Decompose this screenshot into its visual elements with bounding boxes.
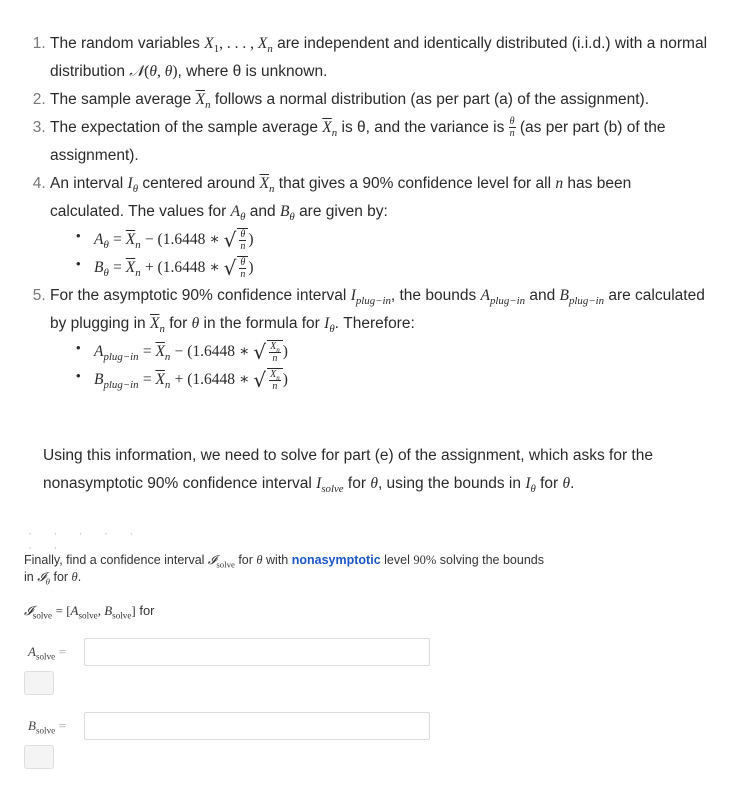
math-theta: θ: [191, 315, 200, 333]
formula-b-plugin: • $B_{plug-in} = \overline{X}_n + (1.6448$ ∗ √ $\frac{X_n}{n}$ ): [76, 366, 708, 394]
math-a-theta: $A_\theta$: [230, 203, 246, 224]
summary-text-c: , using the bounds in: [377, 475, 521, 492]
math-i-theta: $I_\theta$: [525, 475, 536, 496]
formula-b-theta: • $B_\theta = \overline{X}_n + (1.6448$ ∗ √ $\frac{\theta}{n}$ ): [76, 254, 708, 282]
math-xbar-n: $\overline{X}_n$: [322, 119, 338, 140]
step-4-text-e: and: [249, 203, 276, 220]
math-i-theta: $I_\theta$: [324, 315, 335, 336]
math-i-theta: 𝓘$_\theta$: [37, 570, 50, 587]
step-3-text-a: The expectation of the sample average: [50, 119, 318, 136]
step-2-text-a: The sample average: [50, 91, 192, 108]
math-n: n: [555, 175, 564, 192]
summary-text-b: for: [347, 475, 366, 492]
step-4-text-b: centered around: [142, 175, 256, 192]
math-x1-xn: $X_1$, . . . , $X_n$: [204, 35, 273, 56]
problem-text-f: for: [53, 570, 69, 584]
math-b-theta: $B_\theta$: [279, 203, 295, 224]
step-5-text-d: are calculated by plugging in: [50, 287, 705, 333]
step-2-text-b: follows a normal distribution (as per part (a) of the assignment).: [214, 91, 650, 108]
b-solve-preview-button[interactable]: [24, 745, 54, 769]
z-value: 1.6448: [192, 371, 236, 389]
step-3-text-b: is θ, and the variance is: [341, 119, 505, 136]
z-value: 1.6448: [192, 343, 236, 361]
math-i-theta: $I_\theta$: [127, 175, 139, 196]
formula-a-plugin: • $A_{plug-in} = \overline{X}_n - (1.6448$ ∗ √ $\frac{X_n}{n}$ ): [76, 338, 708, 366]
b-solve-row: [24, 712, 444, 742]
interval-for-text: for: [139, 603, 155, 618]
step-5-formulas: [50, 338, 708, 394]
math-a-plugin: $A_{plug-in}$: [480, 287, 526, 308]
a-solve-input[interactable]: [84, 638, 430, 666]
step-5-text-f: in the formula for: [203, 315, 320, 333]
cropped-text-line: · · · · · · ·: [28, 526, 143, 554]
z-value: 1.6448: [162, 259, 206, 277]
step-5-text-g: . Therefore:: [334, 315, 415, 333]
math-i-solve: 𝓘$_{solve}$: [207, 553, 235, 570]
math-i-solve: $I_{solve}$: [316, 475, 344, 496]
problem-text-b: for: [238, 553, 253, 567]
math-theta: θ: [562, 475, 571, 492]
b-solve-input[interactable]: [84, 712, 430, 740]
step-5-text-e: for: [169, 315, 188, 333]
a-solve-row: [24, 638, 444, 668]
formula-a-theta: • $A_\theta = \overline{X}_n - (1.6448$ ∗ √ $\frac{\theta}{n}$ ): [76, 226, 708, 254]
step-1-text-a: The random variables: [50, 35, 200, 52]
step-4-text-d: has been calculated. The values for: [50, 175, 632, 220]
step-4-text-c: that gives a 90% confidence level for all: [278, 175, 552, 192]
math-xbar-n: $\overline{X}_n$: [195, 91, 211, 112]
step-1-text-b: are independent and identically distributed (i.i.d.) with a normal distribution: [50, 35, 708, 80]
math-i-plugin: $I_{plug-in}$: [350, 287, 391, 308]
math-theta-over-n: $\frac{\theta}{n}$: [509, 116, 515, 140]
step-1-text-c: , where θ is unknown.: [177, 63, 328, 80]
problem-text-c: with: [266, 553, 289, 567]
step-5-text-a: For the asymptotic 90% confidence interval: [50, 287, 347, 305]
math-xbar-n: $\overline{X}_n$: [259, 175, 275, 196]
step-3: [50, 114, 708, 170]
summary-text-e: .: [570, 475, 575, 492]
steps-list: [28, 30, 708, 394]
level-value: 90%: [413, 553, 437, 567]
b-solve-label: $B_{solve}$ =: [28, 718, 67, 736]
math-theta: θ: [370, 475, 378, 492]
summary-text-d: for: [540, 475, 559, 492]
problem-text-g: .: [77, 570, 82, 584]
step-2: [50, 86, 708, 114]
a-solve-label: $A_{solve}$ =: [28, 644, 67, 662]
step-5-text-c: and: [529, 287, 556, 305]
a-solve-preview-button[interactable]: [24, 671, 54, 695]
step-4-text-f: are given by:: [299, 203, 388, 220]
z-value: 1.6448: [162, 231, 206, 249]
math-normal-dist: 𝒩(θ, θ): [129, 63, 178, 80]
step-3-text-c: (as per part (b) of the assignment).: [50, 119, 666, 164]
math-b-plugin: $B_{plug-in}$: [559, 287, 605, 308]
step-4-formulas: [50, 226, 708, 282]
step-5: [50, 282, 708, 394]
math-theta: θ: [71, 570, 78, 584]
step-5-text-b: , the bounds: [390, 287, 477, 305]
problem-text-a: Finally, find a confidence interval: [24, 553, 205, 567]
summary-paragraph: [43, 442, 703, 498]
answer-explanation: [28, 30, 708, 394]
math-xbar-n: $\overline{X}_n$: [149, 315, 165, 336]
step-4: [50, 170, 708, 282]
math-theta: θ: [256, 553, 263, 567]
step-1: [50, 30, 708, 86]
problem-statement: [24, 552, 544, 586]
interval-definition: 𝓘$_{solve}$ = [$A_{solve}$, $B_{solve}$] for: [24, 603, 155, 621]
problem-text-e: solving the bounds in: [24, 553, 544, 584]
problem-text-d: level: [384, 553, 410, 567]
step-4-text-a: An interval: [50, 175, 124, 192]
summary-text-a: Using this information, we need to solve for part (e) of the assignment, which asks for the nonasymptotic 90% confidence interval: [43, 447, 653, 492]
nonasymptotic-highlight: nonasymptotic: [291, 553, 381, 567]
